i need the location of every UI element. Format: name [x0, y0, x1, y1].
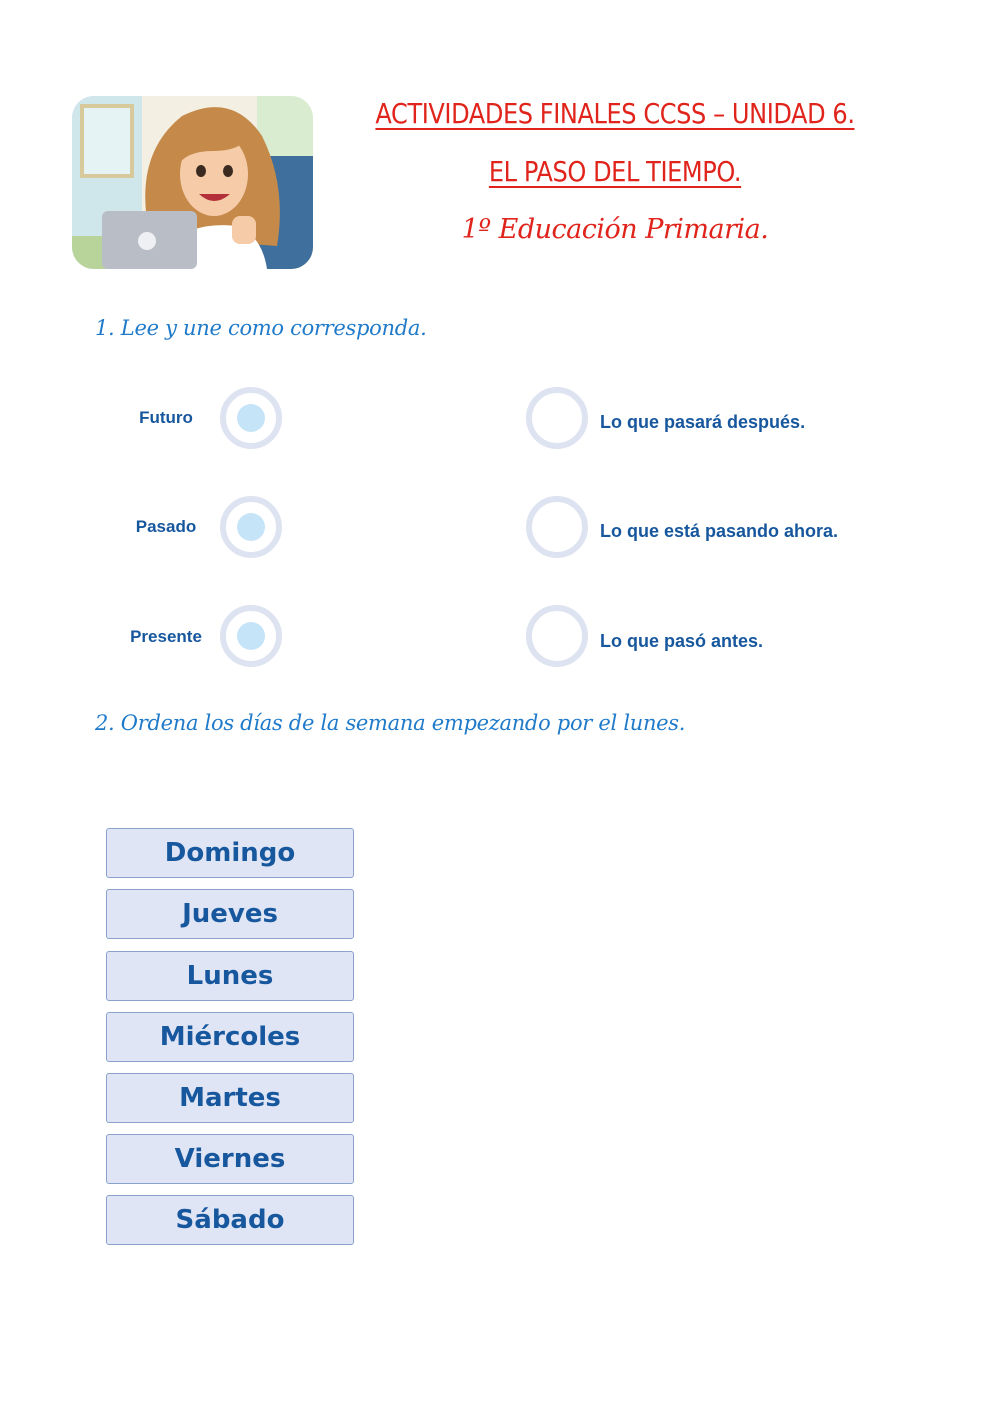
day-card-miercoles[interactable]: Miércoles — [106, 1012, 354, 1062]
match-left-dot[interactable] — [220, 387, 282, 449]
match-right-dot[interactable] — [526, 387, 588, 449]
day-card-jueves[interactable]: Jueves — [106, 889, 354, 939]
match-left-dot[interactable] — [220, 496, 282, 558]
worksheet-title: ACTIVIDADES FINALES CCSS – UNIDAD 6. — [375, 97, 855, 130]
match-left-dot[interactable] — [220, 605, 282, 667]
match-right-dot[interactable] — [526, 605, 588, 667]
teacher-avatar-icon — [72, 96, 313, 269]
match-right-dot[interactable] — [526, 496, 588, 558]
day-card-martes[interactable]: Martes — [106, 1073, 354, 1123]
match-left-item: Presente — [130, 627, 202, 646]
exercise-1-instruction: 1. Lee y une como corresponda. — [95, 316, 427, 340]
exercise-2-instruction: 2. Ordena los días de la semana empezando por el lunes. — [95, 711, 686, 735]
match-right-item: Lo que pasará después. — [600, 412, 806, 432]
worksheet-grade: 1º Educación Primaria. — [461, 214, 769, 245]
day-card-viernes[interactable]: Viernes — [106, 1134, 354, 1184]
match-left-item: Futuro — [139, 408, 193, 427]
day-card-sabado[interactable]: Sábado — [106, 1195, 354, 1245]
match-right-item: Lo que está pasando ahora. — [600, 521, 839, 541]
worksheet-subtitle: EL PASO DEL TIEMPO. — [488, 155, 742, 188]
match-right-item: Lo que pasó antes. — [600, 631, 764, 651]
day-card-domingo[interactable]: Domingo — [106, 828, 354, 878]
day-card-lunes[interactable]: Lunes — [106, 951, 354, 1001]
match-left-item: Pasado — [135, 517, 197, 536]
